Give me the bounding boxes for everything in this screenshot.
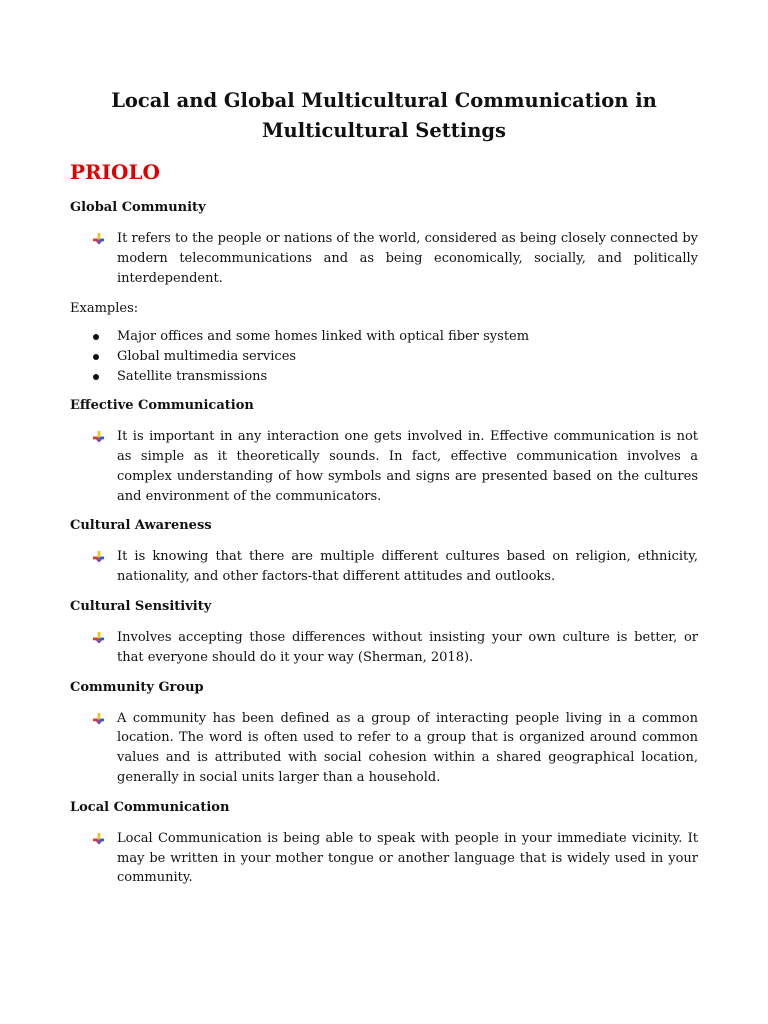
- bullet-dot-icon: [93, 374, 99, 380]
- bullet-dot-icon: [93, 334, 99, 340]
- list-item: [70, 367, 698, 387]
- arrow-bullet-icon: [92, 833, 106, 845]
- section-heading-cultural-awareness: Cultural Awareness: [70, 518, 212, 534]
- list-item: [70, 427, 698, 506]
- bullet-dot-icon: [93, 354, 99, 360]
- cultural-sensitivity-text: Involves accepting those differences without insisting your own culture is better, or that everyone should do it your way (Sherman, 2018).: [117, 629, 698, 665]
- list-item: [70, 347, 698, 367]
- example-text: Major offices and some homes linked with optical fiber system: [117, 329, 530, 345]
- title-line-1: Local and Global Multicultural Communication in: [111, 89, 657, 112]
- section-heading-local-communication: Local Communication: [70, 799, 230, 815]
- document-title: [70, 86, 698, 146]
- example-text: Global multimedia services: [117, 348, 297, 364]
- section-heading-global-community: Global Community: [70, 200, 206, 215]
- section-heading-effective-communication: Effective Communication: [70, 398, 254, 414]
- title-line-2: Multicultural Settings: [261, 119, 507, 142]
- list-item: [70, 709, 698, 788]
- examples-list: [70, 327, 698, 386]
- list-item: [70, 327, 698, 347]
- list-item: [70, 229, 698, 288]
- cultural-awareness-text: It is knowing that there are multiple different cultures based on religion, ethnicity, nationality, and other factors-that different attitudes and outlooks.: [117, 549, 698, 585]
- arrow-bullet-icon: [92, 551, 106, 563]
- local-communication-text: Local Communication is being able to speak with people in your immediate vicinity. It may be written in your mother tongue or another language that is widely used in your community.: [117, 830, 698, 886]
- arrow-bullet-icon: [92, 431, 106, 443]
- community-group-text: A community has been defined as a group of interacting people living in a common location. The word is often used to refer to a group that is organized around common values and is attributed with social cohesion within a shared geographical location, generally in social units larger than a household.: [117, 710, 698, 785]
- arrow-bullet-icon: [92, 233, 106, 245]
- section-heading-community-group: Community Group: [70, 679, 204, 695]
- list-item: [70, 628, 698, 668]
- priolo-heading: PRIOLO: [70, 160, 160, 184]
- effective-communication-text: It is important in any interaction one gets involved in. Effective communication is not as simple as it theoretically sounds. In fact, effective communication involves a complex understanding of how symbols and signs are presented based on the cultures and environment of the communicators.: [117, 429, 698, 504]
- list-item: [70, 829, 698, 888]
- section-heading-cultural-sensitivity: Cultural Sensitivity: [70, 598, 212, 614]
- examples-label: Examples:: [70, 301, 139, 317]
- example-text: Satellite transmissions: [117, 368, 268, 384]
- list-item: [70, 547, 698, 587]
- arrow-bullet-icon: [92, 632, 106, 644]
- global-community-text: It refers to the people or nations of the world, considered as being closely connected by modern telecommunications and as being economically, socially, and politically interdependent.: [117, 231, 698, 286]
- arrow-bullet-icon: [92, 713, 106, 725]
